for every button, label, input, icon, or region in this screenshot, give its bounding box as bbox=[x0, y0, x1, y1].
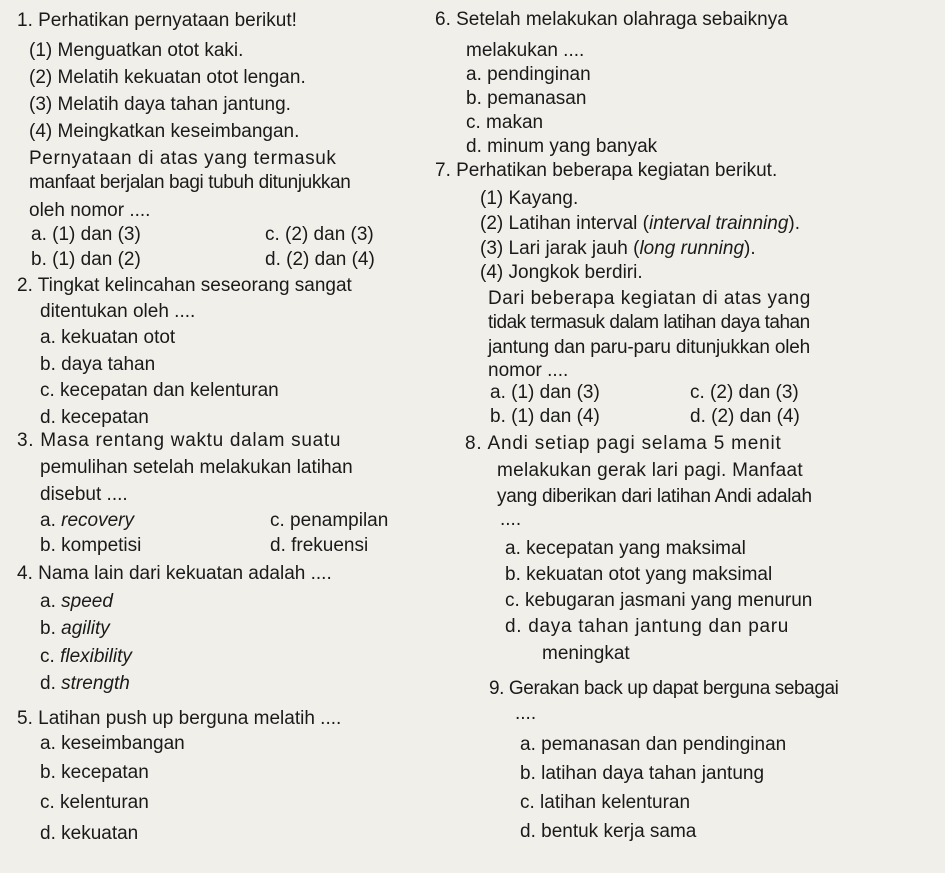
q4-option-a-text: speed bbox=[61, 591, 113, 612]
q2-stem-line-2: ditentukan oleh .... bbox=[40, 301, 196, 322]
q4-option-b-letter: b. bbox=[40, 618, 56, 639]
q4-option-c-text: flexibility bbox=[60, 646, 132, 667]
q9-option-b: b. latihan daya tahan jantung bbox=[520, 763, 765, 784]
q3-stem-line-2: pemulihan setelah melakukan latihan bbox=[40, 457, 353, 478]
q4-option-d bbox=[40, 673, 130, 695]
q9-stem-line-2: .... bbox=[515, 703, 537, 724]
q5-option-d: d. kekuatan bbox=[40, 823, 139, 844]
q4-option-c bbox=[40, 646, 132, 668]
q5-option-b: b. kecepatan bbox=[40, 762, 149, 783]
q6-option-c: c. makan bbox=[466, 112, 544, 133]
q8-stem-line-4: .... bbox=[500, 509, 522, 530]
q1-statement-3: (3) Melatih daya tahan jantung. bbox=[29, 94, 291, 115]
q2-option-a: a. kekuatan otot bbox=[40, 327, 176, 348]
q7-option-b: b. (1) dan (4) bbox=[490, 406, 600, 427]
q2-option-c: c. kecepatan dan kelenturan bbox=[40, 380, 279, 401]
q3-option-a-text: recovery bbox=[61, 510, 134, 531]
q8-stem-line-1: 8. Andi setiap pagi selama 5 menit bbox=[465, 433, 782, 454]
q8-option-a: a. kecepatan yang maksimal bbox=[505, 538, 746, 559]
q4-stem: 4. Nama lain dari kekuatan adalah .... bbox=[17, 563, 332, 584]
q7-question-line-1: Dari beberapa kegiatan di atas yang bbox=[488, 288, 811, 309]
q4-option-d-text: strength bbox=[61, 673, 130, 694]
q1-statement-1: (1) Menguatkan otot kaki. bbox=[29, 40, 244, 61]
q7-statement-4: (4) Jongkok berdiri. bbox=[480, 262, 643, 283]
q7-statement-2 bbox=[480, 213, 800, 235]
q2-option-d: d. kecepatan bbox=[40, 407, 149, 428]
q4-option-a-letter: a. bbox=[40, 591, 56, 612]
q1-question-line-3: oleh nomor .... bbox=[29, 200, 151, 221]
q6-option-d: d. minum yang banyak bbox=[466, 136, 658, 157]
q6-option-a: a. pendinginan bbox=[466, 64, 591, 85]
q4-option-a bbox=[40, 591, 113, 613]
q7-option-c: c. (2) dan (3) bbox=[690, 382, 799, 403]
q7-statement-2-end: ). bbox=[788, 213, 800, 234]
q6-option-b: b. pemanasan bbox=[466, 88, 587, 109]
q1-question-line-2: manfaat berjalan bagi tubuh ditunjukkan bbox=[29, 172, 351, 193]
q3-option-a-letter: a. bbox=[40, 510, 56, 531]
q7-statement-3-text: (3) Lari jarak jauh ( bbox=[480, 238, 640, 259]
q3-stem-line-3: disebut .... bbox=[40, 484, 128, 505]
q8-option-d-line-2: meningkat bbox=[542, 643, 630, 664]
q8-option-c: c. kebugaran jasmani yang menurun bbox=[505, 590, 813, 611]
q9-option-a: a. pemanasan dan pendinginan bbox=[520, 734, 787, 755]
q2-option-b: b. daya tahan bbox=[40, 354, 156, 375]
q4-option-c-letter: c. bbox=[40, 646, 55, 667]
q1-stem: 1. Perhatikan pernyataan berikut! bbox=[17, 10, 297, 31]
q4-option-b-text: agility bbox=[61, 618, 110, 639]
q2-stem-line-1: 2. Tingkat kelincahan seseorang sangat bbox=[17, 275, 352, 296]
q5-stem: 5. Latihan push up berguna melatih .... bbox=[17, 708, 342, 729]
q7-statement-3-italic: long running bbox=[639, 238, 745, 259]
q1-question-line-1: Pernyataan di atas yang termasuk bbox=[29, 148, 337, 169]
q7-option-d: d. (2) dan (4) bbox=[690, 406, 800, 427]
q3-option-c: c. penampilan bbox=[270, 510, 389, 531]
q1-option-a: a. (1) dan (3) bbox=[31, 224, 141, 245]
q3-option-b: b. kompetisi bbox=[40, 535, 142, 556]
q3-option-d: d. frekuensi bbox=[270, 535, 369, 556]
q5-option-a: a. keseimbangan bbox=[40, 733, 185, 754]
q6-stem-line-2: melakukan .... bbox=[466, 40, 585, 61]
q7-statement-2-text: (2) Latihan interval ( bbox=[480, 213, 649, 234]
q1-option-c: c. (2) dan (3) bbox=[265, 224, 374, 245]
q9-stem-line-1: 9. Gerakan back up dapat berguna sebagai bbox=[489, 678, 839, 699]
q6-stem-line-1: 6. Setelah melakukan olahraga sebaiknya bbox=[435, 9, 788, 30]
q7-statement-2-italic: interval trainning bbox=[648, 213, 789, 234]
q8-option-d: d. daya tahan jantung dan paru bbox=[505, 616, 790, 637]
q9-option-d: d. bentuk kerja sama bbox=[520, 821, 697, 842]
q4-option-b bbox=[40, 618, 110, 640]
q1-statement-4: (4) Meingkatkan keseimbangan. bbox=[29, 121, 300, 142]
q1-statement-2: (2) Melatih kekuatan otot lengan. bbox=[29, 67, 306, 88]
q8-option-b: b. kekuatan otot yang maksimal bbox=[505, 564, 773, 585]
q7-option-a: a. (1) dan (3) bbox=[490, 382, 600, 403]
q8-stem-line-3: yang diberikan dari latihan Andi adalah bbox=[497, 486, 812, 507]
q4-option-d-letter: d. bbox=[40, 673, 56, 694]
q7-statement-1: (1) Kayang. bbox=[480, 188, 579, 209]
q1-option-d: d. (2) dan (4) bbox=[265, 249, 375, 270]
q7-question-line-3: jantung dan paru-paru ditunjukkan oleh bbox=[488, 337, 810, 358]
q7-statement-3-end: ). bbox=[744, 238, 756, 259]
q8-stem-line-2: melakukan gerak lari pagi. Manfaat bbox=[497, 460, 803, 481]
q5-option-c: c. kelenturan bbox=[40, 792, 149, 813]
q3-stem-line-1: 3. Masa rentang waktu dalam suatu bbox=[17, 430, 342, 451]
q7-question-line-4: nomor .... bbox=[488, 360, 569, 381]
q1-option-b: b. (1) dan (2) bbox=[31, 249, 141, 270]
q7-statement-3 bbox=[480, 238, 756, 260]
q7-question-line-2: tidak termasuk dalam latihan daya tahan bbox=[488, 312, 810, 333]
q9-option-c: c. latihan kelenturan bbox=[520, 792, 691, 813]
q3-option-a bbox=[40, 510, 134, 532]
q7-stem: 7. Perhatikan beberapa kegiatan berikut. bbox=[435, 160, 778, 181]
